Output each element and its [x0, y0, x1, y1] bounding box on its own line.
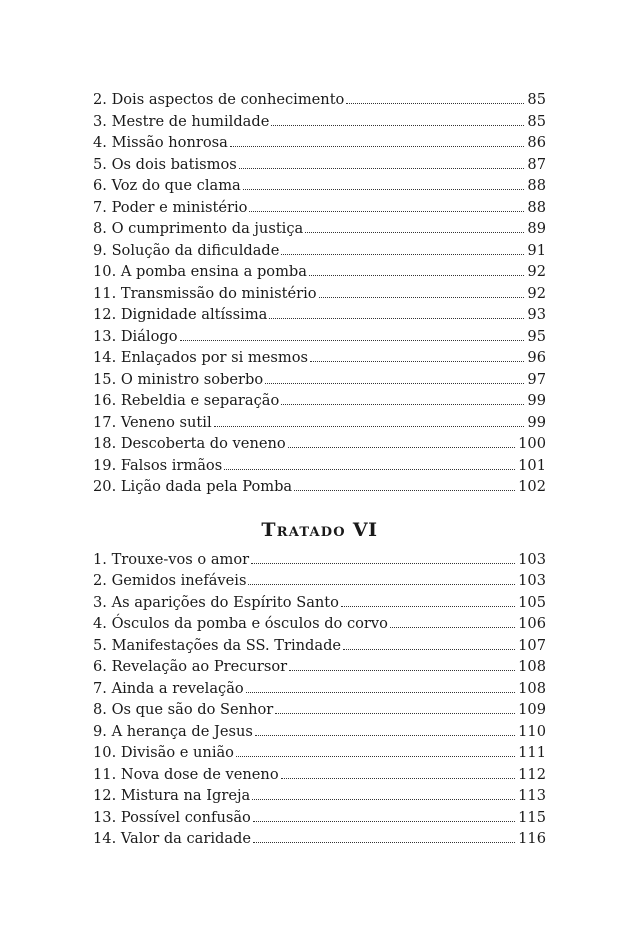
- toc-dot-leader: [346, 103, 524, 104]
- toc-entry-page-number: 106: [518, 615, 546, 632]
- toc-entry[interactable]: [93, 412, 546, 434]
- toc-dot-leader: [309, 275, 524, 276]
- toc-entry[interactable]: [93, 304, 546, 326]
- toc-entry-page-number: 102: [518, 478, 546, 495]
- toc-entry-title: 13. Possível confusão: [93, 808, 251, 826]
- toc-entry-title: 3. Mestre de humildade: [93, 112, 270, 130]
- toc-entry-page-number: 107: [518, 636, 546, 654]
- toc-entry-page-number: 88: [527, 198, 546, 216]
- toc-dot-leader: [319, 297, 525, 298]
- toc-entry-title: 17. Veneno sutil: [93, 413, 212, 431]
- toc-entry-page-number: 99: [527, 413, 546, 431]
- toc-dot-leader: [253, 821, 515, 822]
- toc-entry-page-number: 96: [527, 349, 546, 366]
- toc-dot-leader: [271, 125, 524, 126]
- toc-entry[interactable]: [93, 132, 546, 154]
- toc-entry[interactable]: [93, 111, 546, 133]
- toc-dot-leader: [251, 563, 515, 564]
- toc-entry[interactable]: [93, 326, 546, 348]
- toc-entry-page-number: 116: [518, 830, 546, 847]
- toc-dot-leader: [275, 713, 515, 714]
- toc-entry-page-number: 86: [527, 134, 546, 151]
- toc-dot-leader: [246, 692, 515, 693]
- toc-entry-title: 18. Descoberta do veneno: [93, 435, 286, 452]
- toc-list-part1: [93, 89, 546, 498]
- toc-dot-leader: [341, 606, 515, 607]
- toc-dot-leader: [249, 211, 524, 212]
- toc-dot-leader: [248, 584, 515, 585]
- toc-entry-title: 3. As aparições do Espírito Santo: [93, 593, 339, 611]
- toc-entry-page-number: 92: [527, 263, 546, 280]
- toc-dot-leader: [239, 168, 525, 169]
- toc-dot-leader: [269, 318, 524, 319]
- toc-entry-title: 12. Dignidade altíssima: [93, 306, 268, 323]
- toc-entry-page-number: 85: [527, 91, 546, 108]
- toc-entry-title: 15. O ministro soberbo: [93, 370, 264, 388]
- toc-entry-title: 14. Enlaçados por si mesmos: [93, 349, 309, 366]
- toc-entry-title: 16. Rebeldia e separação: [93, 392, 280, 409]
- toc-entry-page-number: 103: [518, 550, 546, 568]
- toc-entry-title: 11. Transmissão do ministério: [93, 284, 317, 302]
- toc-entry-page-number: 92: [527, 284, 546, 302]
- toc-entry-title: 13. Diálogo: [93, 327, 178, 345]
- toc-entry[interactable]: [93, 613, 546, 635]
- toc-entry-title: 4. Missão honrosa: [93, 134, 228, 151]
- toc-entry-title: 19. Falsos irmãos: [93, 456, 223, 474]
- toc-entry-title: 6. Revelação ao Precursor: [93, 658, 288, 675]
- toc-entry-title: 5. Os dois batismos: [93, 155, 237, 173]
- toc-entry-page-number: 112: [518, 765, 546, 783]
- toc-entry[interactable]: [93, 785, 546, 807]
- toc-entry-title: 4. Ósculos da pomba e ósculos do corvo: [93, 615, 388, 632]
- toc-entry[interactable]: [93, 592, 546, 614]
- toc-dot-leader: [281, 404, 524, 405]
- toc-entry[interactable]: [93, 570, 546, 592]
- toc-entry[interactable]: [93, 455, 546, 477]
- toc-entry-page-number: 108: [518, 679, 546, 697]
- toc-entry-page-number: 101: [518, 456, 546, 474]
- toc-entry-title: 9. Solução da dificuldade: [93, 241, 280, 259]
- toc-entry-title: 7. Poder e ministério: [93, 198, 248, 216]
- toc-entry[interactable]: [93, 89, 546, 111]
- toc-dot-leader: [265, 383, 524, 384]
- toc-entry-title: 1. Trouxe-vos o amor: [93, 550, 250, 568]
- toc-entry[interactable]: [93, 433, 546, 455]
- toc-entry[interactable]: [93, 678, 546, 700]
- toc-entry-page-number: 88: [527, 177, 546, 194]
- toc-dot-leader: [230, 146, 525, 147]
- toc-entry-title: 14. Valor da caridade: [93, 830, 252, 847]
- toc-entry[interactable]: [93, 549, 546, 571]
- toc-dot-leader: [224, 469, 515, 470]
- toc-entry[interactable]: [93, 699, 546, 721]
- toc-entry-page-number: 109: [518, 701, 546, 718]
- toc-entry-page-number: 97: [527, 370, 546, 388]
- toc-entry-page-number: 85: [527, 112, 546, 130]
- toc-dot-leader: [180, 340, 525, 341]
- toc-dot-leader: [252, 799, 515, 800]
- toc-entry-page-number: 110: [518, 722, 546, 740]
- toc-dot-leader: [255, 735, 515, 736]
- toc-entry-page-number: 113: [518, 787, 546, 804]
- toc-entry[interactable]: [93, 764, 546, 786]
- toc-dot-leader: [253, 842, 515, 843]
- toc-dot-leader: [236, 756, 515, 757]
- toc-dot-leader: [294, 490, 515, 491]
- section-heading: [93, 517, 546, 543]
- toc-entry-page-number: 89: [527, 220, 546, 237]
- toc-entry[interactable]: [93, 175, 546, 197]
- toc-entry-page-number: 105: [518, 593, 546, 611]
- toc-entry[interactable]: [93, 154, 546, 176]
- toc-entry[interactable]: [93, 240, 546, 262]
- toc-entry[interactable]: [93, 347, 546, 369]
- toc-entry-title: 6. Voz do que clama: [93, 177, 241, 194]
- toc-entry-page-number: 111: [518, 744, 546, 761]
- toc-entry[interactable]: [93, 635, 546, 657]
- toc-entry-page-number: 108: [518, 658, 546, 675]
- toc-entry[interactable]: [93, 283, 546, 305]
- toc-entry-page-number: 103: [518, 572, 546, 589]
- toc-entry-title: 7. Ainda a revelação: [93, 679, 244, 697]
- toc-dot-leader: [243, 189, 525, 190]
- toc-entry-title: 9. A herança de Jesus: [93, 722, 253, 740]
- toc-entry[interactable]: [93, 807, 546, 829]
- toc-entry-page-number: 93: [527, 306, 546, 323]
- toc-entry-title: 10. A pomba ensina a pomba: [93, 263, 307, 280]
- toc-dot-leader: [343, 649, 515, 650]
- toc-entry[interactable]: [93, 218, 546, 240]
- toc-entry-title: 2. Dois aspectos de conhecimento: [93, 91, 345, 108]
- toc-entry-page-number: 115: [518, 808, 546, 826]
- toc-dot-leader: [288, 447, 515, 448]
- table-of-contents: [93, 89, 546, 850]
- toc-entry[interactable]: [93, 197, 546, 219]
- toc-dot-leader: [390, 627, 515, 628]
- toc-entry[interactable]: [93, 721, 546, 743]
- section-heading-numeral: VI: [352, 518, 378, 541]
- toc-dot-leader: [310, 361, 524, 362]
- toc-entry[interactable]: [93, 390, 546, 412]
- toc-entry-title: 20. Lição dada pela Pomba: [93, 478, 293, 495]
- toc-entry-title: 2. Gemidos inefáveis: [93, 572, 247, 589]
- toc-entry[interactable]: [93, 369, 546, 391]
- toc-entry-title: 8. O cumprimento da justiça: [93, 220, 304, 237]
- toc-entry-page-number: 87: [527, 155, 546, 173]
- toc-entry-title: 11. Nova dose de veneno: [93, 765, 279, 783]
- toc-entry-title: 5. Manifestações da SS. Trindade: [93, 636, 342, 654]
- toc-entry[interactable]: [93, 261, 546, 283]
- toc-entry[interactable]: [93, 656, 546, 678]
- toc-entry-title: 12. Mistura na Igreja: [93, 787, 251, 804]
- toc-entry-page-number: 95: [527, 327, 546, 345]
- toc-entry-title: 10. Divisão e união: [93, 744, 234, 761]
- toc-dot-leader: [305, 232, 524, 233]
- toc-entry[interactable]: [93, 476, 546, 498]
- toc-dot-leader: [281, 254, 524, 255]
- toc-list-part2: [93, 549, 546, 850]
- toc-entry-title: 8. Os que são do Senhor: [93, 701, 274, 718]
- toc-entry-page-number: 100: [518, 435, 546, 452]
- toc-entry-page-number: 91: [527, 241, 546, 259]
- toc-dot-leader: [289, 670, 515, 671]
- toc-entry[interactable]: [93, 742, 546, 764]
- toc-entry-page-number: 99: [527, 392, 546, 409]
- section-heading-word: Tratado: [261, 518, 346, 541]
- toc-entry[interactable]: [93, 828, 546, 850]
- toc-dot-leader: [281, 778, 516, 779]
- toc-dot-leader: [214, 426, 525, 427]
